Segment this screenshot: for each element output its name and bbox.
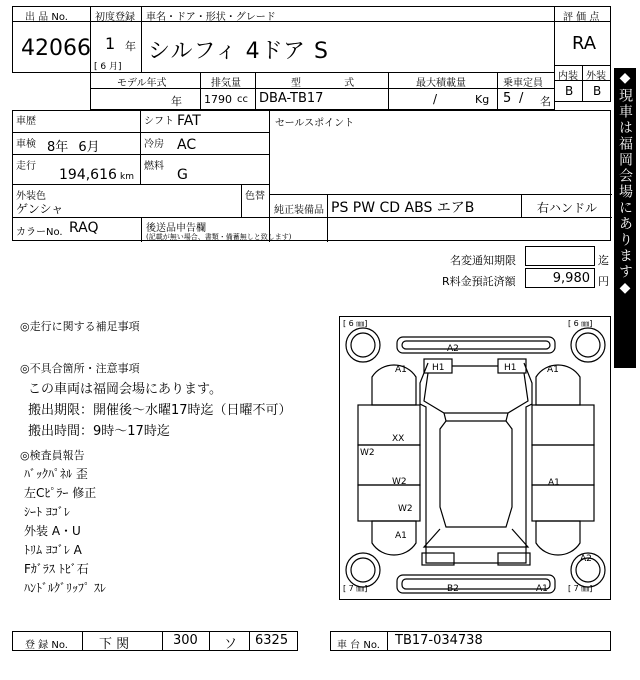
- lot-no: 42066: [21, 36, 91, 61]
- reg-number: 6325: [255, 633, 289, 648]
- grade: RA: [572, 33, 597, 54]
- tire-depth-front-left: [ 6 ㎜]: [343, 319, 368, 328]
- damage-mark: W2: [360, 448, 375, 458]
- roof: [440, 421, 512, 527]
- shift: FAT: [177, 113, 201, 129]
- model-year-label: モデル年式: [117, 78, 167, 89]
- front-bumper: [397, 337, 555, 353]
- chassis-row: [330, 631, 611, 651]
- interior-label-box: [554, 65, 583, 81]
- fuel-label: 燃料: [144, 161, 164, 172]
- driving-notes-title: ◎走行に関する補足事項: [20, 320, 140, 333]
- spec-row: [90, 72, 555, 110]
- defects-title: ◎不具合箇所・注意事項: [20, 362, 140, 375]
- registration-row: [12, 631, 298, 651]
- interior-box: [554, 80, 583, 102]
- ext-color: ゲンシャ: [16, 202, 64, 216]
- equipment-label: 純正装備品: [274, 205, 324, 216]
- reg-kana: ソ: [224, 637, 238, 652]
- first-reg-label: 初度登録: [95, 12, 135, 23]
- car-diagram-box: [339, 316, 611, 600]
- first-reg-month: [ 6 月]: [94, 62, 122, 72]
- load-unit: Kg: [475, 93, 490, 106]
- lot-no-label: 出 品 No.: [25, 12, 68, 23]
- recycle-box: [525, 268, 595, 288]
- exterior-label: 外装: [586, 71, 606, 82]
- name-change-label: 名変通知期限: [450, 254, 516, 267]
- rear-bumper: [397, 575, 555, 593]
- shift-label: シフト: [144, 116, 174, 127]
- interior-label: 内装: [558, 71, 578, 82]
- damage-mark: A1: [547, 365, 559, 375]
- inspector-line: 外装 A・U: [24, 524, 81, 538]
- damage-mark: A2: [580, 554, 592, 564]
- ac-label: 冷房: [144, 139, 164, 150]
- first-reg-box: [90, 21, 142, 73]
- location-banner: [614, 68, 636, 368]
- capacity: 5: [503, 91, 512, 106]
- model: DBA-TB17: [259, 91, 324, 106]
- first-reg-label-box: [90, 6, 142, 22]
- mileage: 194,616: [59, 167, 117, 183]
- capacity-sep: /: [519, 91, 524, 106]
- inspection-label: 車検: [16, 139, 36, 150]
- grade-label-box: [554, 6, 611, 22]
- damage-mark: A2: [447, 344, 459, 354]
- car-name-label: 車名・ドア・形状・グレード: [146, 12, 276, 23]
- model-label: 型 式: [291, 78, 355, 89]
- inspector-line: ﾄﾘﾑ ﾖｺﾞﾚ A: [24, 543, 82, 557]
- steering: 右ハンドル: [537, 201, 598, 215]
- model-year-unit: 年: [171, 95, 182, 108]
- color-no: RAQ: [69, 220, 99, 236]
- first-reg-year-unit: 年: [125, 40, 136, 53]
- reg-office: 下 関: [99, 637, 130, 652]
- recycle-unit: 円: [598, 275, 609, 288]
- inspection: 8年 6月: [47, 140, 100, 155]
- damage-mark: H1: [432, 363, 445, 373]
- mileage-unit: km: [120, 172, 134, 182]
- ac: AC: [177, 137, 197, 153]
- inspector-line: ﾊﾞｯｸﾊﾟﾈﾙ 歪: [24, 467, 88, 481]
- recycle-label: R料金預託済額: [442, 275, 516, 288]
- displacement-unit: cc: [237, 94, 248, 105]
- defect-line: 搬出期限：開催後～水曜17時迄（日曜不可）: [28, 403, 292, 418]
- capacity-label: 乗車定員: [503, 78, 543, 89]
- recycle-value: 9,980: [552, 271, 590, 286]
- chassis: TB17-034738: [395, 633, 483, 648]
- defect-line: この車両は福岡会場にあります。: [28, 382, 222, 397]
- displacement: 1790: [204, 93, 232, 106]
- car-name: シルフィ 4ドア S: [148, 39, 329, 64]
- grade-box: [554, 21, 611, 66]
- inspector-line: ﾊﾝﾄﾞﾙｸﾞﾘｯﾌﾟ ｽﾚ: [24, 581, 106, 595]
- notes-section: [20, 318, 330, 596]
- load-value: /: [433, 92, 438, 106]
- capacity-unit: 名: [540, 95, 551, 108]
- details-block: [12, 110, 611, 241]
- chassis-label: 車 台 No.: [337, 640, 380, 651]
- grade-label: 評 価 点: [563, 12, 600, 23]
- exterior-label-box: [582, 65, 611, 81]
- recolor-label: 色替: [245, 191, 265, 202]
- exterior: B: [593, 84, 602, 98]
- interior: B: [565, 84, 574, 98]
- damage-mark: A1: [536, 584, 548, 594]
- history-label: 車歴: [16, 116, 36, 127]
- sales-point-label: セールスポイント: [275, 118, 355, 129]
- inspector-line: Fｶﾞﾗｽ ﾄﾋﾞ石: [24, 562, 89, 576]
- car-name-box: [141, 21, 555, 73]
- load-label: 最大積載量: [416, 78, 466, 89]
- name-change-unit: 迄: [598, 254, 609, 267]
- tire-depth-front-right: [ 6 ㎜]: [568, 319, 593, 328]
- fuel: G: [177, 167, 188, 183]
- inspector-title: ◎検査員報告: [20, 449, 85, 462]
- first-reg-year: 1: [105, 34, 116, 53]
- car-name-label-box: [141, 6, 555, 22]
- inspector-line: 左Cﾋﾟﾗｰ 修正: [24, 486, 97, 500]
- inspector-line: ｼｰﾄ ﾖｺﾞﾚ: [24, 505, 70, 519]
- ext-color-label: 外装色: [16, 191, 46, 202]
- displacement-label: 排気量: [211, 78, 241, 89]
- damage-mark: B2: [447, 584, 459, 594]
- car-diagram: [340, 317, 612, 601]
- location-banner-text: ◆現車は福岡会場にあります◆: [617, 70, 633, 298]
- exterior-box: [582, 80, 611, 102]
- damage-mark: W2: [392, 477, 407, 487]
- reg-label: 登 録 No.: [25, 640, 68, 651]
- damage-mark: W2: [398, 504, 413, 514]
- equipment: PS PW CD ABS エアB: [331, 200, 475, 216]
- tire-depth-rear-left: [ 7 ㎜]: [343, 584, 368, 593]
- damage-mark: A1: [395, 531, 407, 541]
- aftermarket-label: 後送品申告欄: [146, 223, 206, 234]
- aftermarket-note: (記載が無い場合、書類・備蓄無しと致します): [146, 233, 292, 241]
- damage-mark: A1: [395, 365, 407, 375]
- tire-depth-rear-right: [ 7 ㎜]: [568, 584, 593, 593]
- lot-no-label-box: [12, 6, 91, 22]
- mileage-label: 走行: [16, 161, 36, 172]
- reg-class: 300: [173, 633, 198, 648]
- defect-line: 搬出時間：9時～17時迄: [28, 424, 170, 439]
- damage-mark: H1: [504, 363, 517, 373]
- damage-mark: A1: [548, 478, 560, 488]
- name-change-box: [525, 246, 595, 266]
- damage-mark: XX: [392, 434, 405, 444]
- lot-no-box: [12, 21, 91, 73]
- color-no-label: カラーNo.: [16, 227, 63, 238]
